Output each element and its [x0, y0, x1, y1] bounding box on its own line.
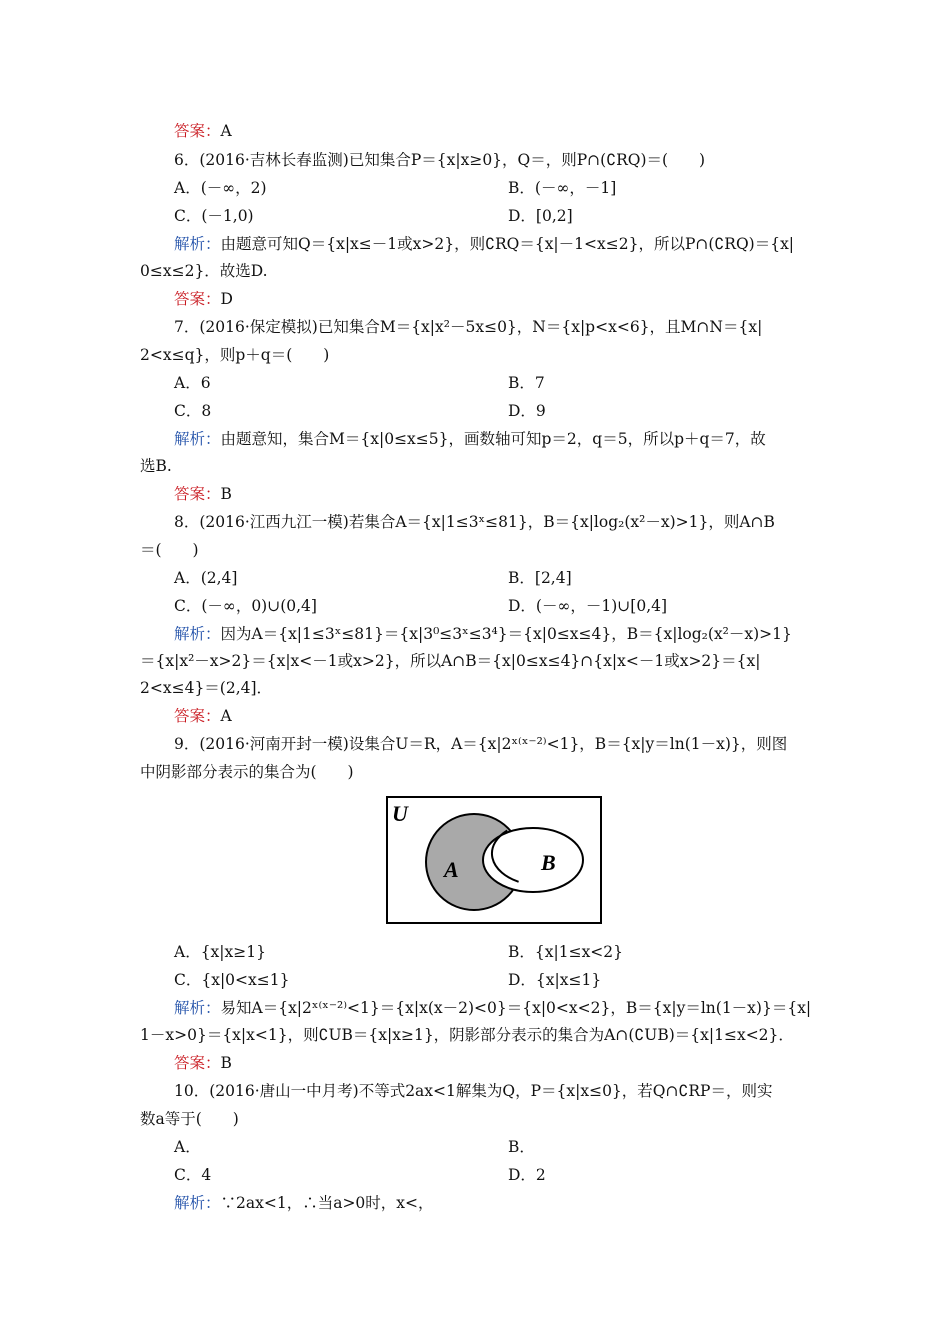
q7-stem-1: 7．(2016·保定模拟)已知集合M＝{x|x²－5x≤0}，N＝{x|p<x<6}，且M∩N＝{x|	[174, 318, 763, 336]
analysis-label: 解析：	[174, 999, 221, 1017]
q6-answer: D	[220, 290, 233, 308]
analysis-label: 解析：	[174, 235, 221, 253]
q8-option-b: B．[2,4]	[508, 569, 572, 587]
venn-label-a: A	[444, 857, 459, 882]
answer-label: 答案：	[174, 485, 221, 503]
q10-option-c: C．4	[174, 1166, 212, 1184]
q10-option-d: D．2	[508, 1166, 546, 1184]
q9-stem-1: 9．(2016·河南开封一模)设集合U＝R，A＝{x|2ˣ⁽ˣ⁻²⁾<1}，B＝{x|y＝ln(1－x)}，则图	[174, 735, 788, 753]
q9-option-a: A．{x|x≥1}	[174, 943, 266, 961]
q9-answer: B	[220, 1054, 232, 1072]
q6-stem: 6．(2016·吉林长春监测)已知集合P＝{x|x≥0}，Q＝，则P∩(∁RQ)＝( )	[174, 151, 706, 169]
q6-option-c: C．(－1,0)	[174, 207, 254, 225]
q6-answer-line	[174, 289, 233, 309]
q6-option-b: B．(－∞，－1]	[508, 179, 617, 197]
q8-answer: A	[220, 707, 232, 725]
q9-option-b: B．{x|1≤x<2}	[508, 943, 624, 961]
q9-analysis-1: 易知A＝{x|2ˣ⁽ˣ⁻²⁾<1}＝{x|x(x－2)<0}＝{x|0<x<2}，B＝{x|y＝ln(1－x)}＝{x|	[220, 999, 812, 1017]
answer-label: 答案：	[174, 1054, 221, 1072]
answer-label: 答案：	[174, 707, 221, 725]
q7-stem-2: 2<x≤q}，则p＋q＝( )	[140, 346, 330, 364]
q7-analysis-2: 选B.	[140, 457, 172, 475]
q9-option-d: D．{x|x≤1}	[508, 971, 602, 989]
q8-option-a: A．(2,4]	[174, 569, 238, 587]
q5-answer-line	[174, 121, 232, 141]
q8-stem-1: 8．(2016·江西九江一模)若集合A＝{x|1≤3ˣ≤81}，B＝{x|log₂(x²－x)>1}，则A∩B	[174, 513, 775, 531]
q8-analysis-2: ＝{x|x²－x>2}＝{x|x<－1或x>2}，所以A∩B＝{x|0≤x≤4}∩{x|x<－1或x>2}＝{x|	[140, 652, 761, 670]
q7-analysis-1: 由题意知，集合M＝{x|0≤x≤5}，画数轴可知p＝2，q＝5，所以p＋q＝7，故	[220, 430, 766, 448]
q7-option-b: B．7	[508, 374, 545, 392]
q6-option-a: A．(－∞，2)	[174, 179, 267, 197]
q8-analysis-1: 因为A＝{x|1≤3ˣ≤81}＝{x|3⁰≤3ˣ≤3⁴}＝{x|0≤x≤4}，B＝{x|log₂(x²－x)>1}	[220, 625, 792, 643]
q9-analysis-2: 1－x>0}＝{x|x<1}，则∁UB＝{x|x≥1}，阴影部分表示的集合为A∩(∁UB)＝{x|1≤x<2}．	[140, 1026, 794, 1044]
q7-option-d: D．9	[508, 402, 546, 420]
analysis-label: 解析：	[174, 1194, 221, 1212]
venn-label-u: U	[392, 801, 408, 826]
q5-answer: A	[220, 122, 232, 140]
q8-option-c: C．(－∞，0)∪(0,4]	[174, 597, 317, 615]
q10-analysis-line-1	[174, 1193, 434, 1213]
analysis-label: 解析：	[174, 625, 221, 643]
q10-option-a: A．	[174, 1138, 201, 1156]
q7-answer-line	[174, 484, 232, 504]
q8-option-d: D．(－∞，－1)∪[0,4]	[508, 597, 668, 615]
q10-stem-2: 数a等于( )	[140, 1110, 239, 1128]
q6-analysis-1: 由题意可知Q＝{x|x≤－1或x>2}，则∁RQ＝{x|－1<x≤2}，所以P∩(∁RQ)＝{x|	[220, 235, 795, 253]
q6-analysis-2: 0≤x≤2}．故选D.	[140, 262, 268, 280]
q8-analysis-3: 2<x≤4}＝(2,4]．	[140, 679, 273, 697]
q9-answer-line	[174, 1053, 232, 1073]
q7-answer: B	[220, 485, 232, 503]
answer-label: 答案：	[174, 122, 221, 140]
q9-option-c: C．{x|0<x≤1}	[174, 971, 290, 989]
q9-stem-2: 中阴影部分表示的集合为( )	[140, 763, 354, 781]
q9-analysis-line-1	[174, 998, 811, 1018]
q7-analysis-line-1	[174, 429, 766, 449]
venn-diagram	[386, 796, 602, 924]
q10-analysis-1: ∵2ax<1，∴当a>0时，x<，	[220, 1194, 434, 1212]
q6-analysis-line-1	[174, 234, 794, 254]
venn-label-b: B	[541, 850, 556, 875]
q7-option-a: A．6	[174, 374, 211, 392]
q10-stem-1: 10．(2016·唐山一中月考)不等式2ax<1解集为Q，P＝{x|x≤0}，若Q∩∁RP＝，则实	[174, 1082, 773, 1100]
q8-stem-2: ＝( )	[140, 541, 199, 559]
q8-answer-line	[174, 706, 232, 726]
q7-option-c: C．8	[174, 402, 212, 420]
q6-option-d: D．[0,2]	[508, 207, 573, 225]
answer-label: 答案：	[174, 290, 221, 308]
q8-analysis-line-1	[174, 624, 792, 644]
q10-option-b: B．	[508, 1138, 535, 1156]
analysis-label: 解析：	[174, 430, 221, 448]
